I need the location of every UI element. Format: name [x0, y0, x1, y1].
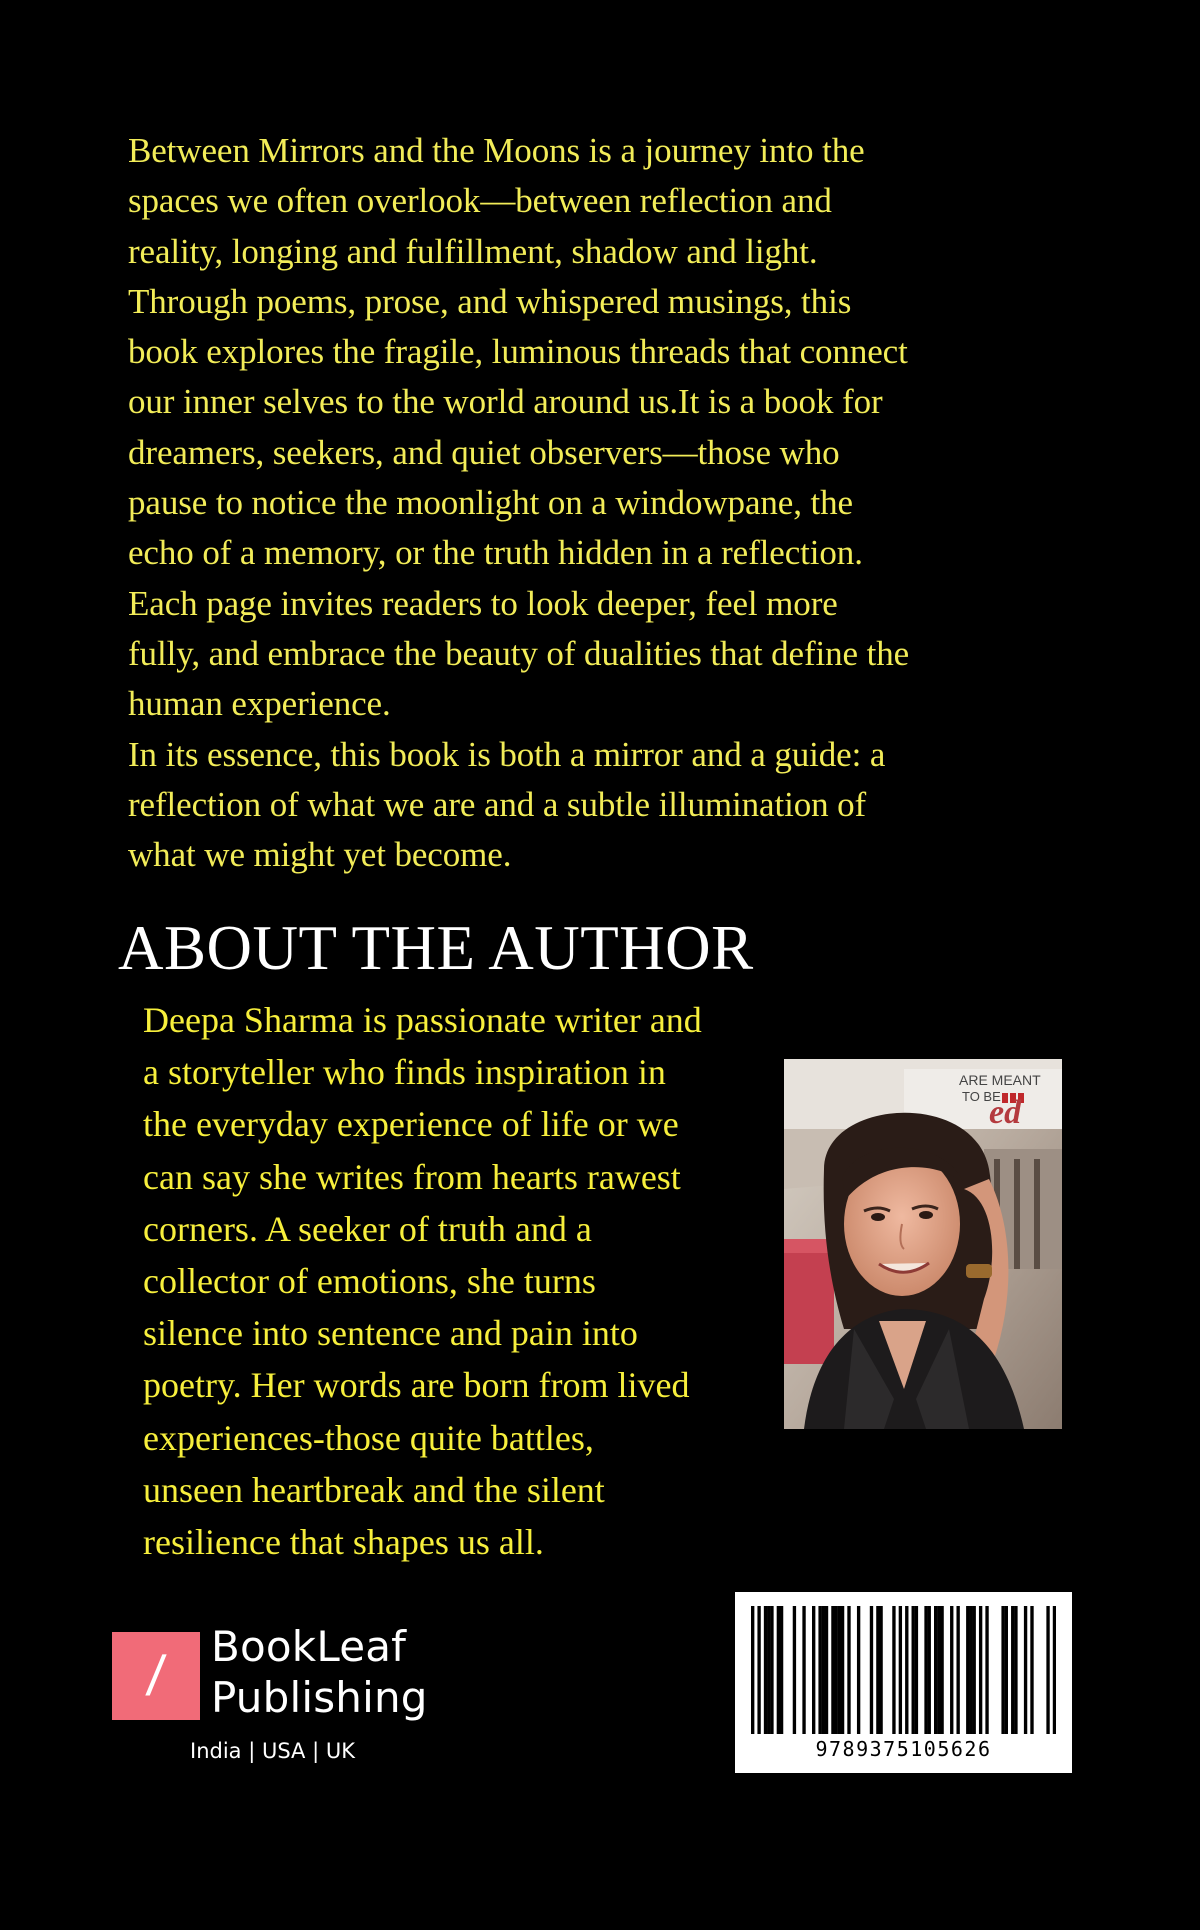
barcode-bar	[757, 1606, 760, 1734]
barcode-bar	[928, 1606, 931, 1734]
barcode-bar	[767, 1606, 770, 1734]
bio-line: poetry. Her words are born from lived	[143, 1365, 690, 1406]
barcode-bar	[956, 1606, 959, 1734]
author-photo	[784, 1059, 1062, 1429]
book-blurb	[128, 126, 1028, 880]
blurb-line: what we might yet become.	[128, 835, 512, 875]
barcode-bar	[915, 1606, 918, 1734]
barcode-bar	[764, 1606, 767, 1734]
barcode-bar	[924, 1606, 927, 1734]
logo-mark: /	[143, 1644, 169, 1707]
photo-sign-text-big: ed	[989, 1094, 1022, 1131]
publisher-name-line2: Publishing	[211, 1673, 428, 1722]
barcode-bar	[969, 1606, 972, 1734]
publisher-logo	[112, 1622, 452, 1780]
photo-sign-text-top: ARE MEANT	[959, 1072, 1041, 1088]
barcode-bar	[905, 1606, 908, 1734]
blurb-line: dreamers, seekers, and quiet observers—those who	[128, 432, 840, 472]
bio-line: silence into sentence and pain into	[143, 1313, 638, 1354]
barcode-bar	[1053, 1606, 1056, 1734]
bio-line: unseen heartbreak and the silent	[143, 1469, 605, 1510]
bio-line: resilience that shapes us all.	[143, 1522, 544, 1563]
bio-line: collector of emotions, she turns	[143, 1261, 596, 1302]
blurb-line: In its essence, this book is both a mirror and a guide: a	[128, 734, 886, 774]
blurb-line: our inner selves to the world around us.It is a book for	[128, 382, 883, 422]
barcode-bar	[934, 1606, 937, 1734]
barcode-bar	[1030, 1606, 1033, 1734]
barcode-bar	[879, 1606, 882, 1734]
barcode-bar	[899, 1606, 902, 1734]
barcode-bar	[979, 1606, 982, 1734]
barcode-bar	[780, 1606, 783, 1734]
barcode-bar	[1011, 1606, 1014, 1734]
barcode-bar	[834, 1606, 837, 1734]
bio-line: a storyteller who finds inspiration in	[143, 1052, 666, 1093]
barcode-bar	[870, 1606, 873, 1734]
bio-line: can say she writes from hearts rawest	[143, 1156, 681, 1197]
bio-line: corners. A seeker of truth and a	[143, 1208, 592, 1249]
barcode-bar	[876, 1606, 879, 1734]
barcode-bar	[793, 1606, 796, 1734]
blurb-line: reality, longing and fulfillment, shadow and light.	[128, 231, 818, 271]
blurb-line: reflection of what we are and a subtle illumination of	[128, 784, 867, 824]
barcode-bar	[940, 1606, 943, 1734]
blurb-line: spaces we often overlook—between reflection and	[128, 181, 832, 221]
barcode-bar	[1024, 1606, 1027, 1734]
bio-line: Deepa Sharma is passionate writer and	[143, 1000, 702, 1040]
barcode-bar	[973, 1606, 976, 1734]
blurb-line: Each page invites readers to look deeper, feel more	[128, 583, 838, 623]
barcode-bar	[1046, 1606, 1049, 1734]
blurb-line: human experience.	[128, 684, 391, 724]
barcode-bar	[1001, 1606, 1004, 1734]
blurb-line: Between Mirrors and the Moons is a journey into the	[128, 131, 865, 170]
blurb-line: echo of a memory, or the truth hidden in a reflection.	[128, 533, 863, 573]
about-author-heading: ABOUT THE AUTHOR	[118, 913, 754, 983]
barcode-bar	[822, 1606, 825, 1734]
barcode-bar	[847, 1606, 850, 1734]
barcode-bar	[812, 1606, 815, 1734]
barcode-bar	[912, 1606, 915, 1734]
barcode-bar	[985, 1606, 988, 1734]
barcode-bar	[1014, 1606, 1017, 1734]
blurb-line: book explores the fragile, luminous threads that connect	[128, 332, 908, 372]
author-bio	[143, 994, 702, 1568]
barcode-bar	[937, 1606, 940, 1734]
barcode-bar	[777, 1606, 780, 1734]
barcode-bar	[892, 1606, 895, 1734]
isbn-barcode	[735, 1592, 1072, 1773]
bio-line: the everyday experience of life or we	[143, 1104, 679, 1145]
barcode-bar	[818, 1606, 821, 1734]
barcode-bar	[838, 1606, 841, 1734]
barcode-bar	[751, 1606, 754, 1734]
barcode-bar	[950, 1606, 953, 1734]
barcode-bar	[857, 1606, 860, 1734]
barcode-bars	[751, 1606, 1056, 1734]
blurb-line: Through poems, prose, and whispered musings, this	[128, 281, 852, 321]
barcode-bar	[825, 1606, 828, 1734]
barcode-bar	[802, 1606, 805, 1734]
barcode-bar	[841, 1606, 844, 1734]
publisher-name-line1: BookLeaf	[211, 1622, 407, 1671]
barcode-bar	[1005, 1606, 1008, 1734]
barcode-bar	[831, 1606, 834, 1734]
bio-line: experiences-those quite battles,	[143, 1417, 594, 1458]
barcode-bar	[966, 1606, 969, 1734]
isbn-number: 9789375105626	[815, 1737, 992, 1761]
slash-mark-icon	[112, 1632, 200, 1720]
blurb-line: fully, and embrace the beauty of dualities that define the	[128, 633, 910, 673]
photo-sign-text-mid: TO BE	[962, 1089, 1001, 1104]
barcode-bar	[770, 1606, 773, 1734]
publisher-regions: India | USA | UK	[190, 1739, 355, 1763]
blurb-line: pause to notice the moonlight on a windowpane, the	[128, 483, 853, 523]
